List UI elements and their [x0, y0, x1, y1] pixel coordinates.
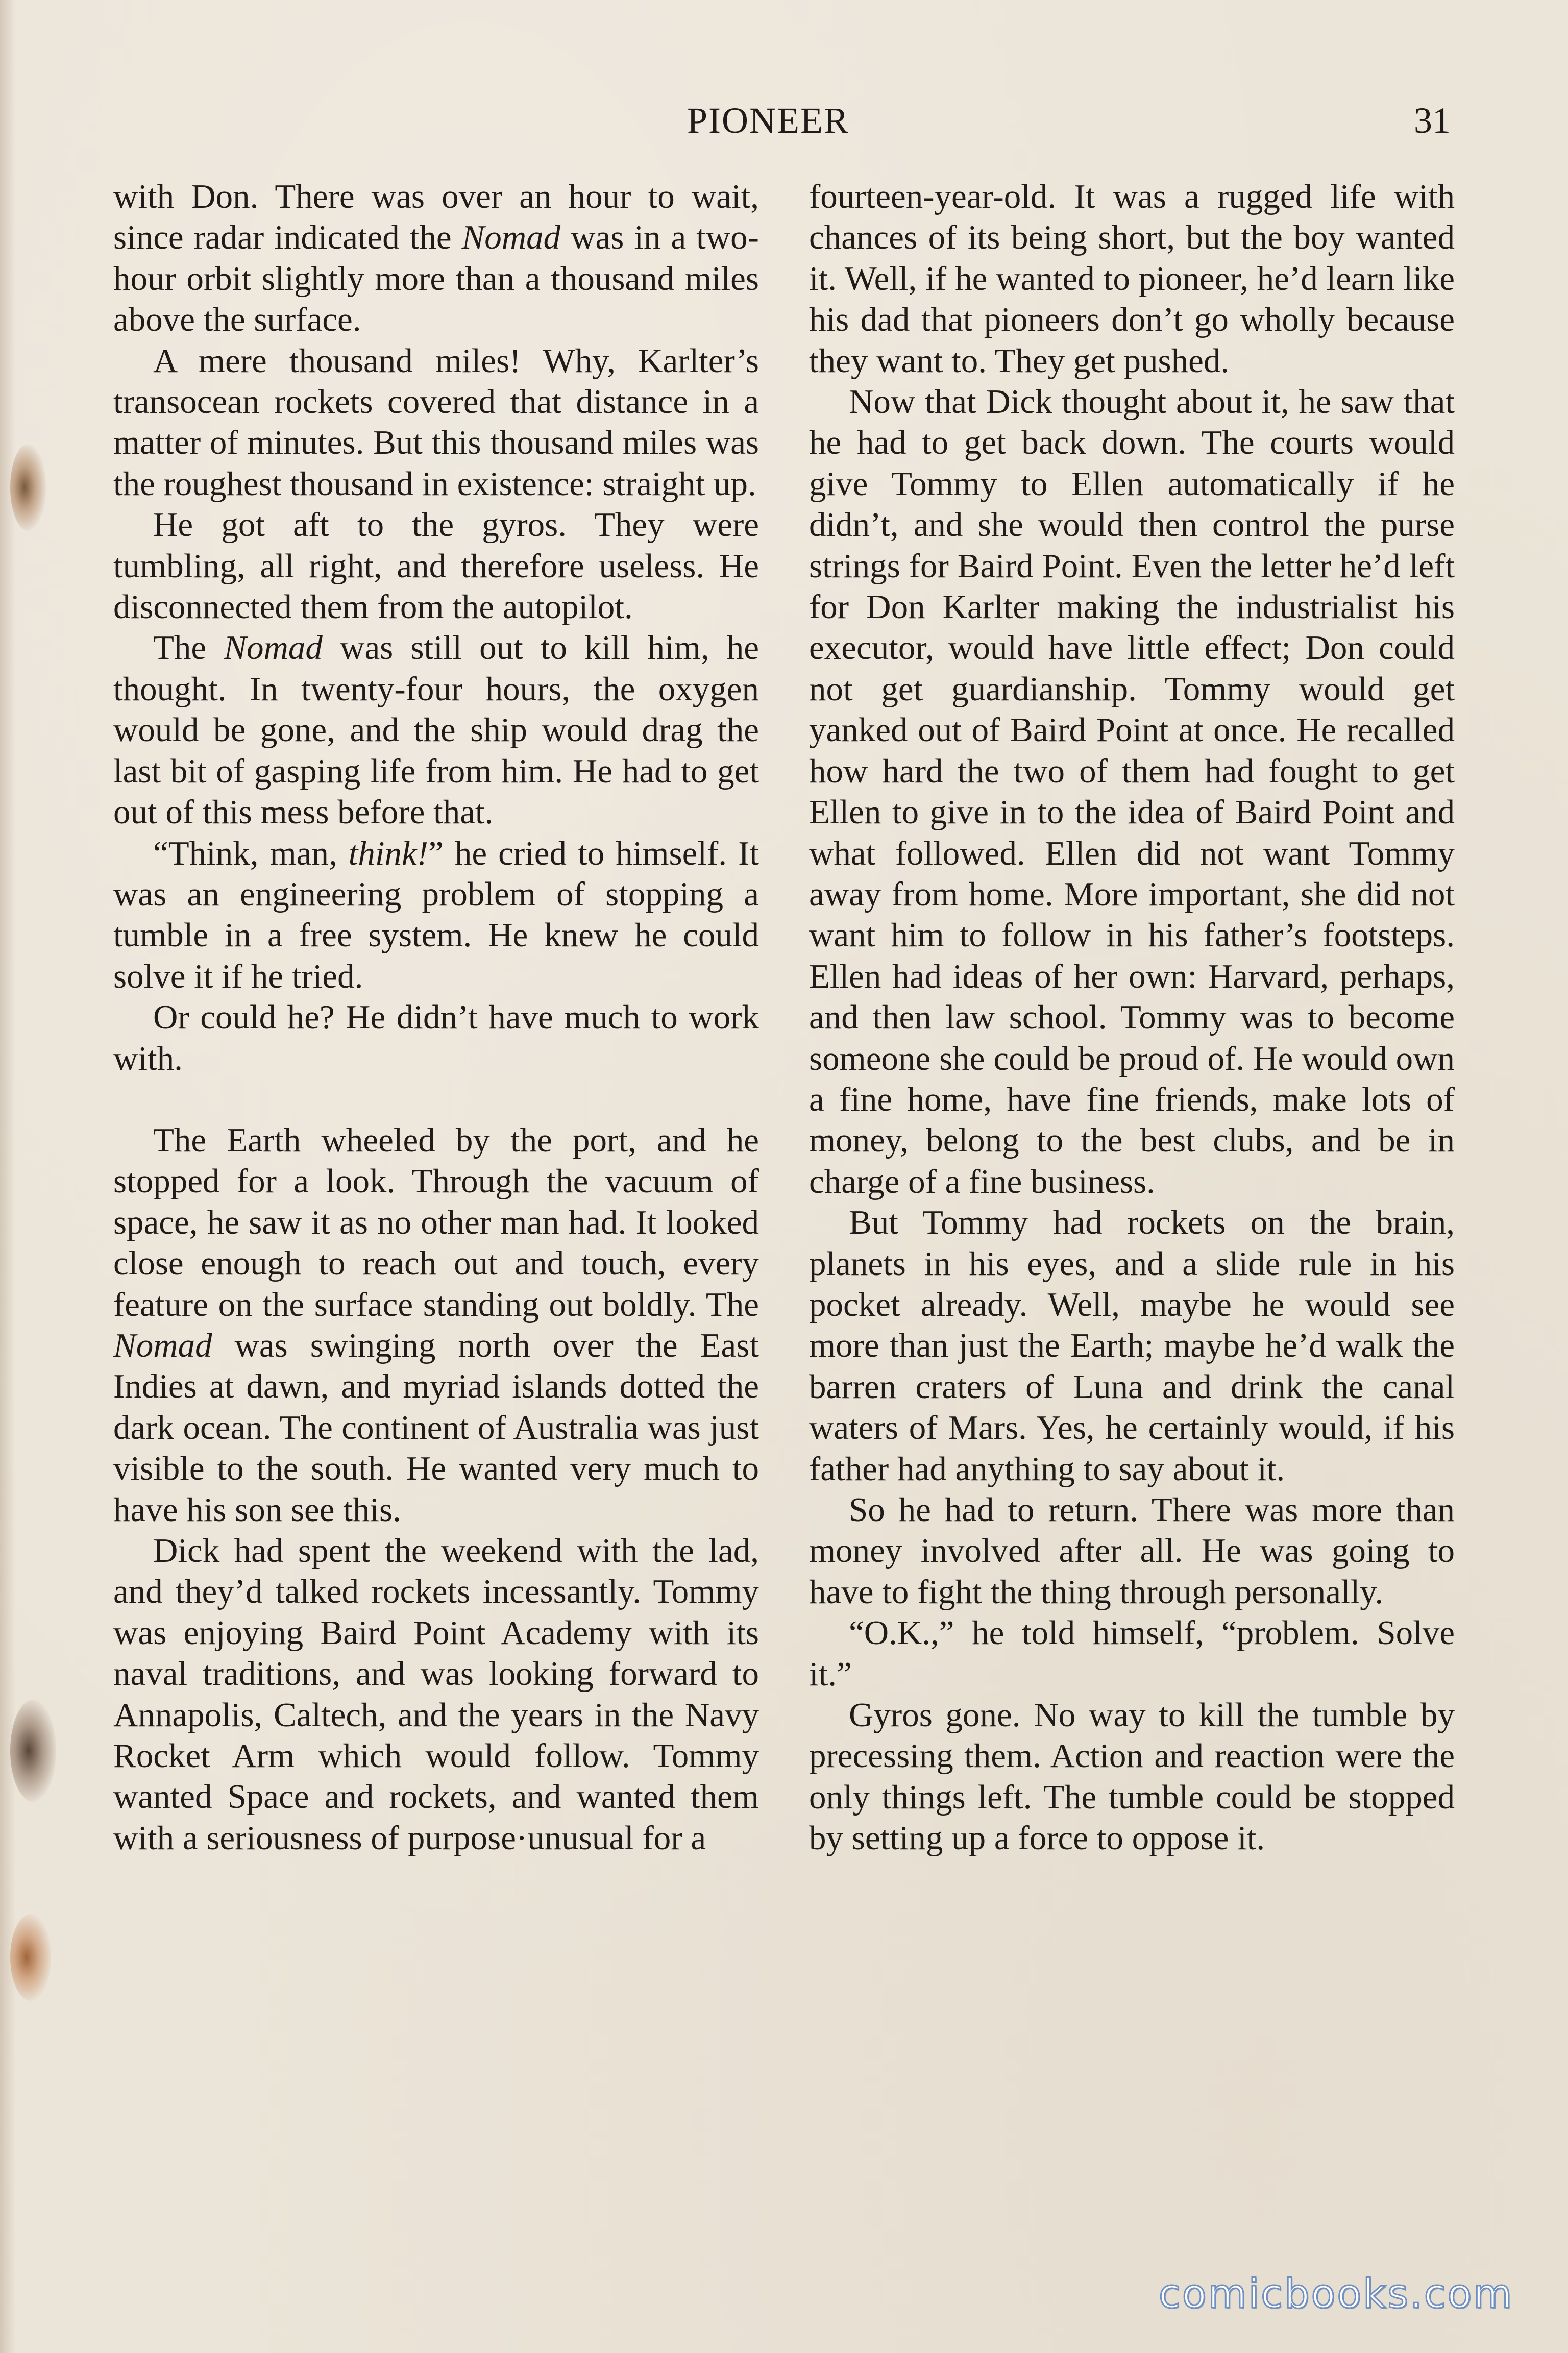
- text-run: So he had to return. There was more than money involved after all. He was going to have to fight the thing through personally.: [809, 1491, 1455, 1611]
- text-run: was still out to kill him, he thought. In twenty-four hours, the oxygen would be gone, and the ship would drag the last bit of gasping life from him. He had to get out of this mess before that.: [113, 629, 759, 831]
- paper-stain: [10, 444, 46, 531]
- running-title: PIONEER: [687, 100, 849, 141]
- page-header: [0, 100, 1568, 161]
- paragraph: [113, 833, 759, 997]
- text-run: Gyros gone. No way to kill the tumble by precessing them. Action and reaction were the only things left. The tumble could be stopped by setting up a force to oppose it.: [809, 1696, 1455, 1857]
- paragraph: [809, 176, 1455, 381]
- text-run: was in a two-hour orbit slightly more than a thousand miles above the surface.: [113, 218, 759, 339]
- page-edge-shadow: [0, 0, 15, 2353]
- paragraph: [809, 381, 1455, 1202]
- text-run: A mere thousand miles! Why, Karlter’s transocean rockets covered that distance in a matter of minutes. But this thousand miles was the roughest thousand in existence: straight up.: [113, 341, 759, 503]
- italic-text: Nomad: [113, 1326, 212, 1364]
- watermark: comicbooks.com: [1159, 2271, 1514, 2317]
- paragraph: [809, 1695, 1455, 1859]
- paper-stain: [10, 1914, 51, 2001]
- text-run: with Don. There was over an hour to wait, since radar indicated the: [113, 178, 759, 257]
- paragraph: [113, 1530, 759, 1858]
- text-run: fourteen-year-old. It was a rugged life with chances of its being short, but the boy wanted it. Well, if he wanted to pioneer, he’d learn like his dad that pioneers don’t go wholly because they want to. They get pushed.: [809, 178, 1455, 380]
- paragraph: [809, 1202, 1455, 1489]
- text-run: But Tommy had rockets on the brain, planets in his eyes, and a slide rule in his pocket already. Well, maybe he would see more than just the Earth; maybe he’d walk the barren craters of Luna and drink the canal waters of Mars. Yes, he certainly would, if his father had anything to say about it.: [809, 1204, 1455, 1488]
- paragraph: [113, 176, 759, 340]
- text-run: Now that Dick thought about it, he saw that he had to get back down. The courts would give Tommy to Ellen automatically if he didn’t, and she would then control the purse strings for Baird Point. Even the letter he’d left for Don Karlter making the industrialist his executor, would have little effect; Don could not get guardianship. Tommy would get yanked out of Baird Point at once. He recalled how hard the two of them had fought to get Ellen to give in to the idea of Baird Point and what followed. Ellen did not want Tommy away from home. More important, she did not want him to follow in his father’s footsteps. Ellen had ideas of her own: Harvard, perhaps, and then law school. Tommy was to become someone she could be proud of. He would own a fine home, have fine friends, make lots of money, belong to the best clubs, and be in charge of a fine business.: [809, 383, 1455, 1200]
- paragraph: [113, 627, 759, 832]
- italic-text: think!: [348, 834, 429, 872]
- paragraph: [809, 1612, 1455, 1695]
- text-run: He got aft to the gyros. They were tumbling, all right, and therefore useless. He disconnected them from the autopilot.: [113, 506, 759, 626]
- italic-text: Nomad: [224, 629, 323, 667]
- section-break: [113, 1079, 759, 1120]
- text-run: “O.K.,” he told himself, “problem. Solve it.”: [809, 1614, 1455, 1693]
- paragraph: [113, 1120, 759, 1530]
- right-text-column: [809, 176, 1455, 1859]
- text-run: Dick had spent the weekend with the lad, and they’d talked rockets incessantly. Tommy was enjoying Baird Point Academy with its naval traditions, and was looking forward to Annapolis, Caltech, and the years in the Navy Rocket Arm which would follow. Tommy wanted Space and rockets, and wanted them with a seriousness of purpose·unusual for a: [113, 1532, 759, 1857]
- text-run: The Earth wheeled by the port, and he stopped for a look. Through the vacuum of space, he saw it as no other man had. It looked close enough to reach out and touch, every feature on the surface standing out boldly. The: [113, 1121, 759, 1323]
- italic-text: Nomad: [461, 218, 561, 257]
- paragraph: [113, 997, 759, 1079]
- paragraph: [809, 1489, 1455, 1612]
- paragraph: [113, 340, 759, 505]
- paragraph: [113, 504, 759, 627]
- text-run: The: [153, 629, 224, 667]
- text-run: ” he cried to himself. It was an engineering problem of stopping a tumble in a free system. He knew he could solve it if he tried.: [113, 834, 759, 995]
- left-text-column: [113, 176, 759, 1858]
- text-run: “Think, man,: [153, 834, 349, 872]
- page-number: 31: [1414, 100, 1451, 141]
- text-run: was swinging north over the East Indies at dawn, and myriad islands dotted the dark ocean. The continent of Australia was just visible to the south. He wanted very much to have his son see this.: [113, 1326, 759, 1529]
- paper-stain: [10, 1700, 56, 1802]
- text-run: Or could he? He didn’t have much to work with.: [113, 998, 759, 1077]
